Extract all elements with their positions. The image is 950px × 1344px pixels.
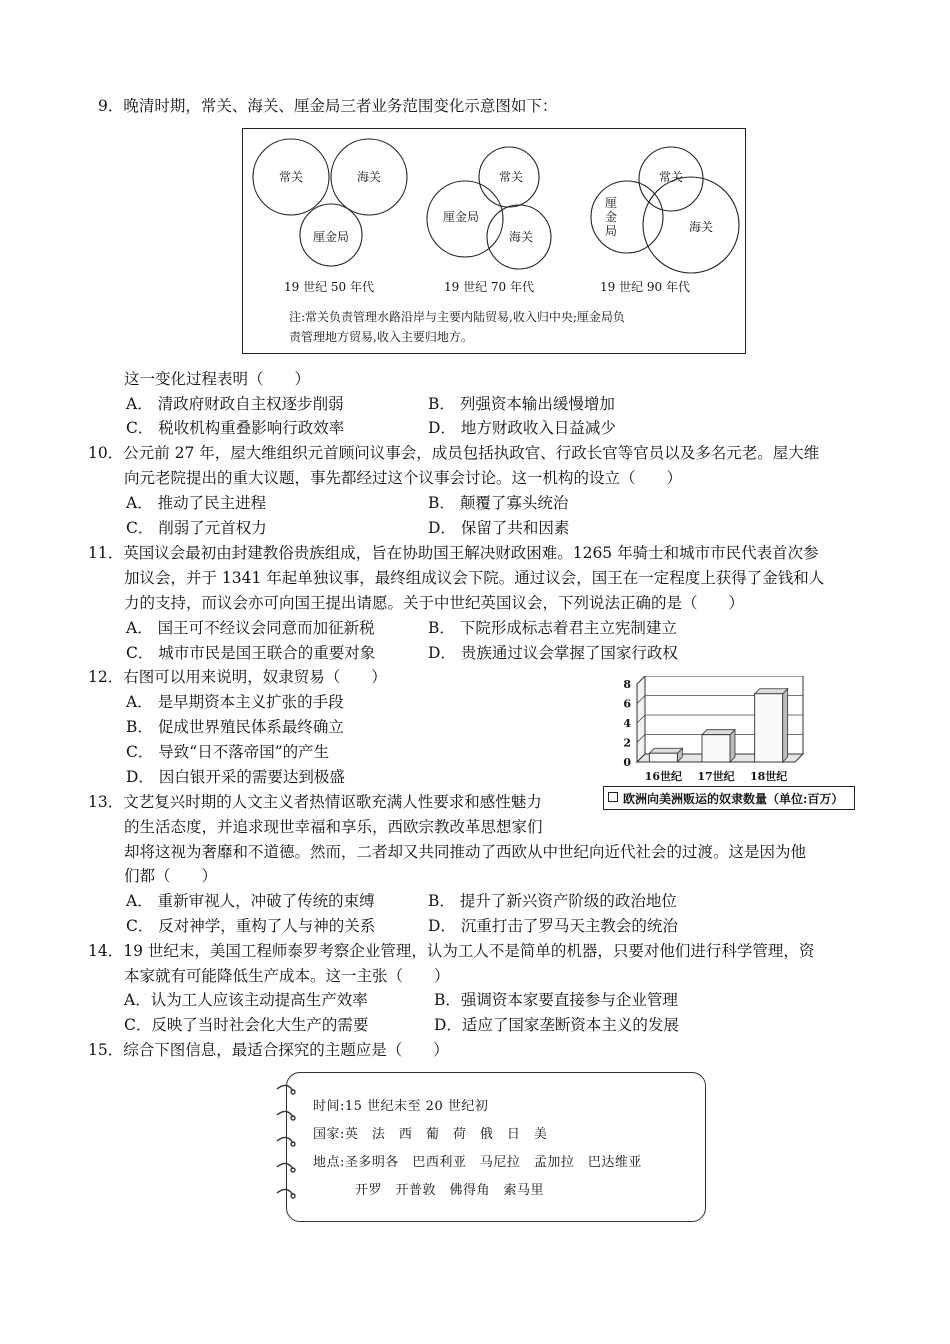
notebook-rings-icon: [273, 1073, 303, 1221]
x-tick-label: 18世纪: [750, 770, 788, 783]
x-tick-label: 16世纪: [644, 770, 682, 783]
card-time: 时间:15 世纪末至 20 世纪初: [313, 1099, 489, 1114]
q9-option-d[interactable]: D． 地方财政收入日益减少: [428, 419, 616, 437]
q9-note-line-1: 注:常关负责管理水路沿岸与主要内陆贸易,收入归中央;厘金局负: [289, 310, 625, 324]
venn-label: 常关: [658, 170, 684, 184]
q13-stem-line-4: 们都（ ）: [124, 867, 218, 885]
q13-option-b[interactable]: B． 提升了新兴资产阶级的政治地位: [428, 892, 677, 910]
caption-50s: 19 世纪 50 年代: [284, 280, 374, 294]
card-places-line-1: 地点:圣多明各 巴西利亚 马尼拉 孟加拉 巴达维亚: [313, 1155, 642, 1170]
bar-top: [702, 730, 735, 735]
q11-stem-line-1: 11．英国议会最初由封建教俗贵族组成，旨在协助国王解决财政困难。1265 年骑士和城市市民代表首次参: [88, 544, 819, 562]
q10-option-b[interactable]: B． 颠覆了寡头统治: [428, 494, 569, 512]
venn-label: 厘: [604, 196, 618, 210]
q9-option-b[interactable]: B． 列强资本输出缓慢增加: [428, 395, 615, 413]
y-tick-label: 0: [623, 756, 631, 769]
q12-option-d[interactable]: D． 因白银开采的需要达到极盛: [126, 768, 345, 786]
legend-square-icon: [608, 792, 618, 802]
q13-stem-line-2: 的生活态度，并追求现世幸福和享乐，西欧宗教改革思想家们: [124, 818, 543, 836]
y-tick-label: 8: [623, 678, 631, 691]
q9-note-line-2: 责管理地方贸易,收入主要归地方。: [289, 330, 473, 344]
q13-option-a[interactable]: A． 重新审视人，冲破了传统的束缚: [126, 892, 375, 910]
notebook-card: [286, 1072, 706, 1222]
y-tick-label: 6: [623, 697, 631, 711]
q14-stem-line-1: 14．19 世纪末，美国工程师泰罗考察企业管理，认为工人不是简单的机器，只要对他们进行科学管理，资: [88, 942, 815, 960]
q10-option-a[interactable]: A． 推动了民主进程: [126, 494, 267, 512]
q10-option-c[interactable]: C． 削弱了元首权力: [126, 519, 267, 537]
q14-option-d[interactable]: D．适应了国家垄断资本主义的发展: [434, 1016, 679, 1034]
bar-1: [649, 753, 677, 762]
q15-stem: 15．综合下图信息，最适合探究的主题应是（ ）: [88, 1041, 449, 1059]
q13-option-d[interactable]: D． 沉重打击了罗马天主教会的统治: [428, 917, 678, 935]
bar-3: [755, 694, 783, 762]
card-countries: 国家:英 法 西 葡 荷 俄 日 美: [313, 1127, 548, 1142]
q14-stem-line-2: 本家就有可能降低生产成本。这一主张（ ）: [124, 967, 450, 985]
q13-option-c[interactable]: C． 反对神学，重构了人与神的关系: [126, 917, 376, 935]
card-places-line-2: 开罗 开普敦 佛得角 索马里: [355, 1183, 545, 1198]
q11-option-a[interactable]: A． 国王可不经议会同意而加征新税: [126, 619, 375, 637]
venn-label: 海关: [688, 220, 714, 234]
bar-side: [783, 689, 788, 762]
venn-label: 局: [604, 224, 618, 238]
venn-label: 金: [604, 210, 618, 224]
venn-90s-lijin-circle: [591, 181, 663, 253]
q9-stem: 9．晚清时期，常关、海关、厘金局三者业务范围变化示意图如下：: [98, 97, 558, 115]
venn-label: 厘金局: [312, 230, 350, 244]
q9-diagram-box: [242, 128, 746, 354]
q12-option-c[interactable]: C． 导致“日不落帝国”的产生: [126, 743, 330, 761]
venn-label: 海关: [508, 230, 534, 244]
q13-stem-line-3: 却将这视为奢靡和不道德。然而，二者却又共同推动了西欧从中世纪向近代社会的过渡。这是因为他: [124, 843, 807, 861]
bar-top: [755, 689, 788, 694]
q11-stem-line-2: 加议会，并于 1341 年起单独议事，最终组成议会下院。通过议会，国王在一定程度上获得了金钱和人: [124, 569, 825, 587]
q14-option-b[interactable]: B．强调资本家要直接参与企业管理: [434, 991, 678, 1009]
bar-side: [730, 730, 735, 762]
q14-option-a[interactable]: A．认为工人应该主动提高生产效率: [124, 991, 368, 1009]
q9-option-c[interactable]: C． 税收机构重叠影响行政效率: [126, 419, 345, 437]
q9-follow: 这一变化过程表明（ ）: [124, 370, 311, 388]
x-tick-label: 17世纪: [697, 770, 735, 783]
venn-label: 厘金局: [442, 210, 480, 224]
caption-90s: 19 世纪 90 年代: [600, 280, 690, 294]
q11-option-d[interactable]: D． 贵族通过议会掌握了国家行政权: [428, 644, 678, 662]
chart-caption-box: [603, 786, 855, 810]
q14-option-c[interactable]: C．反映了当时社会化大生产的需要: [124, 1016, 369, 1034]
q12-option-a[interactable]: A． 是早期资本主义扩张的手段: [126, 693, 344, 711]
q9-option-a[interactable]: A． 清政府财政自主权逐步削弱: [126, 395, 344, 413]
venn-label: 常关: [498, 170, 524, 184]
venn-label: 海关: [356, 170, 382, 184]
q13-stem-line-1: 13．文艺复兴时期的人文主义者热情讴歌充满人性要求和感性魅力: [88, 793, 542, 811]
q10-option-d[interactable]: D． 保留了共和因素: [428, 519, 570, 537]
chart-title: 欧洲向美洲贩运的奴隶数量（单位:百万）: [623, 792, 844, 806]
caption-70s: 19 世纪 70 年代: [444, 280, 534, 294]
q11-stem-line-3: 力的支持，而议会亦可向国王提出请愿。关于中世纪英国议会，下列说法正确的是（ ）: [124, 594, 745, 612]
bar-top: [649, 748, 682, 753]
q11-option-c[interactable]: C． 城市市民是国王联合的重要对象: [126, 644, 376, 662]
bar-2: [702, 735, 730, 762]
venn-label: 常关: [278, 170, 304, 184]
y-tick-label: 2: [623, 736, 631, 750]
y-tick-label: 4: [623, 717, 631, 730]
q12-stem: 12．右图可以用来说明，奴隶贸易（ ）: [88, 668, 387, 686]
q11-option-b[interactable]: B． 下院形成标志着君主立宪制建立: [428, 619, 677, 637]
q10-stem-line-2: 向元老院提出的重大议题，事先都经过这个议事会讨论。这一机构的设立（ ）: [124, 469, 683, 487]
q12-option-b[interactable]: B． 促成世界殖民体系最终确立: [126, 718, 344, 736]
q10-stem-line-1: 10．公元前 27 年，屋大维组织元首顾问议事会，成员包括执政官、行政长官等官员以及多名元老。屋大维: [88, 444, 820, 462]
